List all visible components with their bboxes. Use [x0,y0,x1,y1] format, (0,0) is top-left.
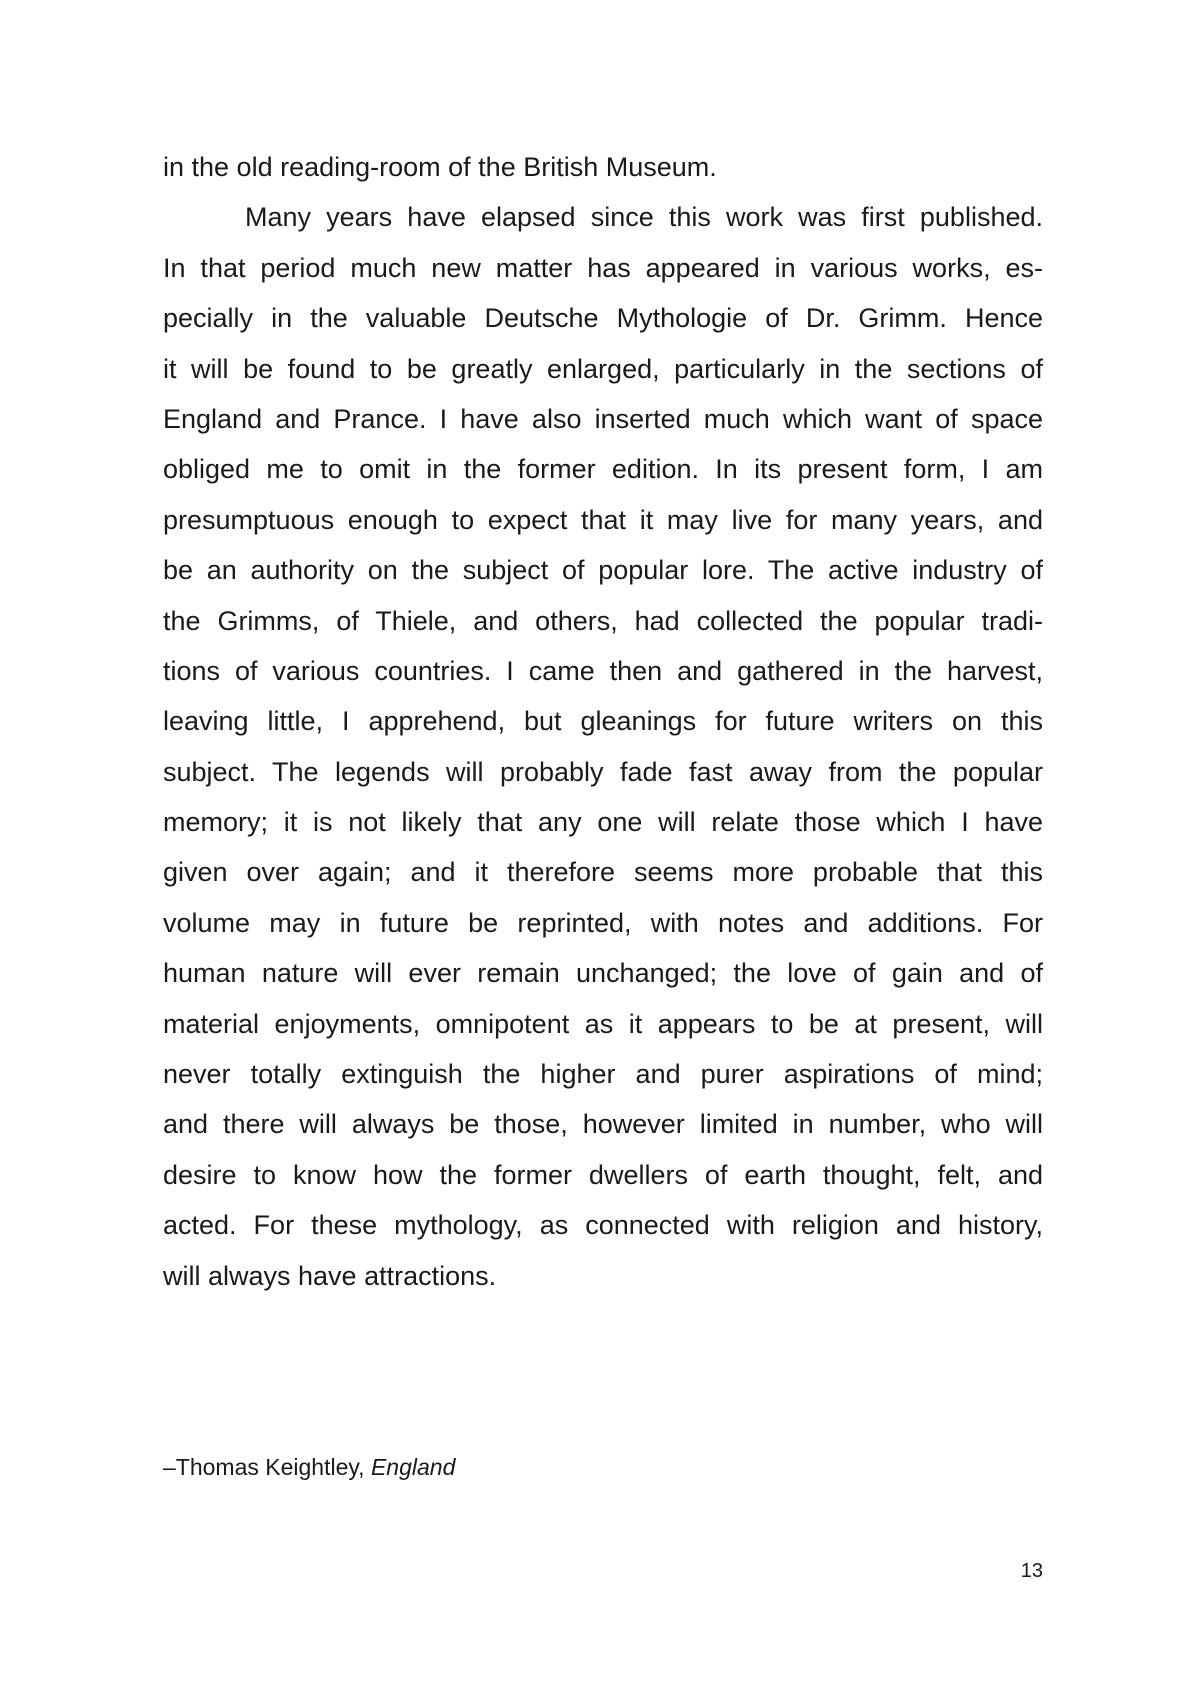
text-line: the Grimms, of Thiele, and others, had collected the popular tradi- [163,605,1043,636]
text-line: memory; it is not likely that any one will relate those which I have [163,807,1043,838]
text-line: never totally extinguish the higher and purer aspirations of mind; [163,1059,1043,1090]
text-line: subject. The legends will probably fade fast away from the popular [163,756,1043,787]
text-line: will always have attractions. [163,1260,497,1291]
text-line: given over again; and it therefore seems more probable that this [163,857,1043,888]
text-line: Many years have elapsed since this work was first published. [245,202,1043,233]
text-line: volume may in future be reprinted, with notes and additions. For [163,907,1043,938]
attribution-place: England [370,1454,456,1480]
body-text [163,142,1043,1301]
text-line: material enjoyments, omnipotent as it appears to be at present, will [163,1008,1043,1039]
text-line: it will be found to be greatly enlarged, particularly in the sections of [163,353,1043,384]
text-line: leaving little, I apprehend, but gleanings for future writers on this [163,706,1043,737]
text-line: England and Prance. I have also inserted much which want of space [163,403,1043,434]
text-line: obliged me to omit in the former edition. In its present form, I am [163,454,1043,485]
text-line: and there will always be those, however limited in number, who will [163,1109,1043,1140]
text-line: tions of various countries. I came then and gathered in the harvest, [163,655,1043,686]
page-number: 13 [1020,1560,1043,1582]
text-line: desire to know how the former dwellers of earth thought, felt, and [163,1159,1043,1190]
text-line: human nature will ever remain unchanged; the love of gain and of [163,958,1043,989]
text-line: in the old reading-room of the British Museum. [163,152,717,182]
text-line: In that period much new matter has appeared in various works, es- [163,252,1043,283]
text-line: pecially in the valuable Deutsche Mythologie of Dr. Grimm. Hence [163,303,1043,334]
text-line: be an authority on the subject of popular lore. The active industry of [163,555,1043,586]
attribution-author: –Thomas Keightley, [163,1454,371,1480]
text-line: acted. For these mythology, as connected with religion and history, [163,1210,1043,1241]
text-line: presumptuous enough to expect that it may live for many years, and [163,504,1043,535]
attribution [163,1451,455,1483]
